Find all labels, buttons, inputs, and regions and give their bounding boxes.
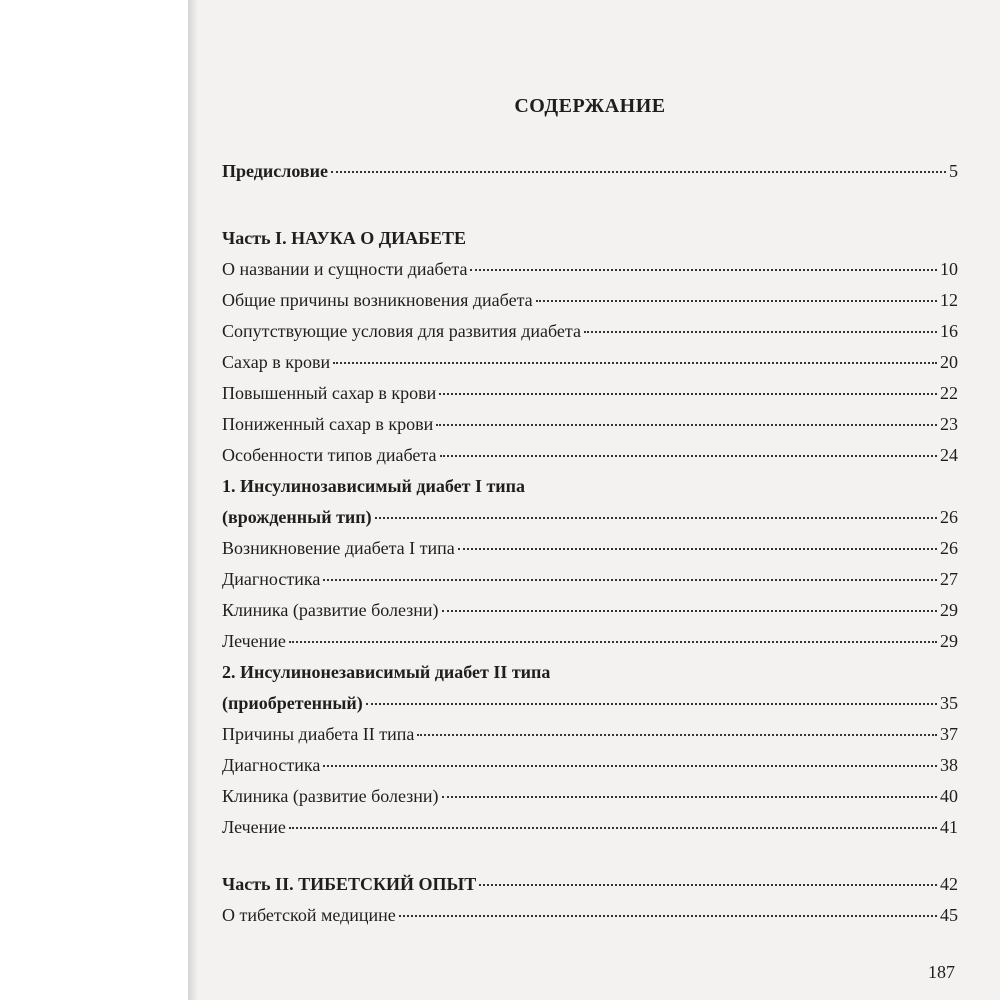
toc-part-heading-2 bbox=[222, 869, 958, 900]
toc-entry-page: 40 bbox=[940, 786, 958, 806]
toc-entry-page: 29 bbox=[940, 600, 958, 620]
page-gutter-shadow bbox=[188, 0, 198, 1000]
toc-entry-page: 24 bbox=[940, 445, 958, 465]
toc-entry-label: Диагностика bbox=[222, 569, 321, 589]
dot-leader bbox=[442, 796, 937, 798]
toc-entry-label: Часть I. НАУКА О ДИАБЕТЕ bbox=[222, 228, 467, 248]
dot-leader bbox=[470, 269, 937, 271]
dot-leader bbox=[584, 331, 937, 333]
toc-entry bbox=[222, 316, 958, 347]
toc-entry-label: О тибетской медицине bbox=[222, 905, 396, 925]
toc-section-heading-type1-cont bbox=[222, 502, 958, 533]
toc-entry bbox=[222, 409, 958, 440]
toc-entry-label: Повышенный сахар в крови bbox=[222, 383, 437, 403]
dot-leader bbox=[436, 424, 937, 426]
dot-leader bbox=[289, 641, 937, 643]
toc-entry-label: Сопутствующие условия для развития диабета bbox=[222, 321, 581, 341]
toc-entry bbox=[222, 719, 958, 750]
dot-leader bbox=[333, 362, 937, 364]
book-page bbox=[188, 0, 1000, 1000]
toc-entry-preface bbox=[222, 156, 958, 187]
toc-entry-page: 42 bbox=[940, 874, 958, 894]
toc-entry bbox=[222, 533, 958, 564]
toc-entry-page: 27 bbox=[940, 569, 958, 589]
toc-entry-page: 26 bbox=[940, 538, 958, 558]
toc-entry-page: 10 bbox=[940, 259, 958, 279]
toc-section-heading-type2-cont bbox=[222, 688, 958, 719]
toc-entry-label: Лечение bbox=[222, 817, 286, 837]
toc-entry bbox=[222, 900, 958, 931]
dot-leader bbox=[536, 300, 937, 302]
toc-entry-label: Предисловие bbox=[222, 161, 328, 181]
dot-leader bbox=[289, 827, 937, 829]
dot-leader bbox=[323, 579, 937, 581]
toc-entry-label: Особенности типов диабета bbox=[222, 445, 437, 465]
toc-entry-page: 29 bbox=[940, 631, 958, 651]
dot-leader bbox=[417, 734, 937, 736]
toc-entry bbox=[222, 285, 958, 316]
toc-entry-page: 35 bbox=[940, 693, 958, 713]
dot-leader bbox=[366, 703, 937, 705]
toc-entry-label: Возникновение диабета I типа bbox=[222, 538, 455, 558]
toc-entry-page: 26 bbox=[940, 507, 958, 527]
dot-leader bbox=[323, 765, 937, 767]
toc-part-heading-1 bbox=[222, 223, 958, 254]
toc-entry-page: 22 bbox=[940, 383, 958, 403]
toc-entry-label: Клиника (развитие болезни) bbox=[222, 600, 439, 620]
toc-entry-page: 41 bbox=[940, 817, 958, 837]
toc-entry bbox=[222, 440, 958, 471]
page-number: 187 bbox=[928, 962, 955, 982]
toc-entry-label: 2. Инсулинонезависимый диабет II типа bbox=[222, 662, 551, 682]
toc-section-heading-type1 bbox=[222, 471, 958, 502]
dot-leader bbox=[458, 548, 937, 550]
toc-entry-page: 5 bbox=[949, 161, 958, 181]
toc-entry-label: 1. Инсулинозависимый диабет I типа bbox=[222, 476, 526, 496]
toc-entry bbox=[222, 812, 958, 843]
toc-section-heading-type2 bbox=[222, 657, 958, 688]
toc-entry-label: (врожденный тип) bbox=[222, 507, 372, 527]
toc-entry-label: Сахар в крови bbox=[222, 352, 331, 372]
toc-entry bbox=[222, 626, 958, 657]
table-of-contents bbox=[222, 86, 958, 931]
toc-entry-page: 45 bbox=[940, 905, 958, 925]
toc-entry bbox=[222, 781, 958, 812]
toc-entry-label: Лечение bbox=[222, 631, 286, 651]
dot-leader bbox=[440, 455, 938, 457]
dot-leader bbox=[375, 517, 937, 519]
toc-entry-label: Клиника (развитие болезни) bbox=[222, 786, 439, 806]
dot-leader bbox=[439, 393, 937, 395]
toc-entry-label: Общие причины возникновения диабета bbox=[222, 290, 533, 310]
toc-entry bbox=[222, 564, 958, 595]
toc-entry-page: 20 bbox=[940, 352, 958, 372]
toc-title: СОДЕРЖАНИЕ bbox=[514, 95, 666, 117]
toc-entry bbox=[222, 595, 958, 626]
toc-entry-label: Часть II. ТИБЕТСКИЙ ОПЫТ bbox=[222, 874, 477, 894]
toc-entry-label: (приобретенный) bbox=[222, 693, 363, 713]
toc-entry-page: 37 bbox=[940, 724, 958, 744]
toc-entry-page: 12 bbox=[940, 290, 958, 310]
toc-entry-page: 23 bbox=[940, 414, 958, 434]
toc-entry bbox=[222, 378, 958, 409]
toc-entry bbox=[222, 254, 958, 285]
toc-entry bbox=[222, 347, 958, 378]
dot-leader bbox=[399, 915, 937, 917]
toc-entry bbox=[222, 750, 958, 781]
toc-entry-label: Причины диабета II типа bbox=[222, 724, 415, 744]
dot-leader bbox=[331, 171, 946, 173]
dot-leader bbox=[479, 884, 937, 886]
toc-entry-page: 16 bbox=[940, 321, 958, 341]
dot-leader bbox=[442, 610, 937, 612]
toc-entry-label: Пониженный сахар в крови bbox=[222, 414, 434, 434]
toc-entry-label: О названии и сущности диабета bbox=[222, 259, 468, 279]
toc-entry-label: Диагностика bbox=[222, 755, 321, 775]
toc-entry-page: 38 bbox=[940, 755, 958, 775]
